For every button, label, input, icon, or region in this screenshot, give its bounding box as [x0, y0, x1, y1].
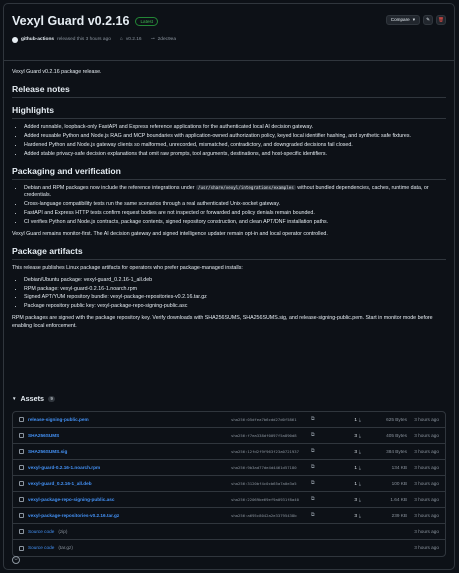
assets-toggle[interactable]: [12, 394, 446, 404]
download-icon: ⤓: [358, 512, 361, 518]
artifacts-list: [12, 277, 446, 312]
download-count: [331, 513, 361, 520]
download-count-value: 1: [354, 480, 357, 486]
asset-name[interactable]: SHA256SUMS: [28, 432, 60, 438]
source-name[interactable]: Source code: [28, 545, 55, 551]
tag-icon: ⌂: [119, 37, 123, 42]
download-icon: ⤓: [358, 416, 361, 422]
intro-text: Vexyl Guard v0.2.16 package release.: [12, 69, 102, 75]
asset-sha: sha256:3120bf4c0cb65a7a0e3a5: [231, 481, 297, 487]
list-item: [24, 185, 446, 200]
asset-link[interactable]: [19, 449, 231, 456]
list-item: • Signed APT/YUM repository bundle: vexyl-package-repositories-v0.2.16.tar.gz: [24, 294, 446, 302]
released-text: released this 3 hours ago: [57, 37, 111, 42]
list-item-text: without bundled dependencies, caches, runtime data, or credentials.: [24, 184, 429, 199]
asset-size: 134 KB: [391, 464, 407, 470]
download-count: [331, 465, 361, 472]
compare-label: Compare: [390, 16, 410, 22]
list-item: • Added stable privacy-safe decision explanations that omit raw prompts, tool arguments, destinations, and host-specific identifiers.: [24, 151, 446, 159]
copy-icon[interactable]: ⧉: [311, 416, 315, 423]
download-count-value: 3: [354, 448, 357, 454]
list-item: • FastAPI and Express HTTP tests confirm request bodies are not inspected or forwarded and policy denials remain bounded.: [24, 210, 446, 218]
copy-icon[interactable]: ⧉: [311, 432, 315, 439]
table-row: [13, 444, 445, 460]
download-icon: ⤓: [358, 464, 361, 470]
asset-time: 3 hours ago: [414, 496, 439, 502]
list-item: • RPM package: vexyl-guard-0.2.16-1.noarch.rpm: [24, 286, 446, 294]
package-icon: [19, 513, 24, 518]
download-count-value: 3: [354, 496, 357, 502]
packaging-list: [12, 185, 446, 227]
asset-sha: sha256:f7ea338df0097f5a890d8: [231, 433, 297, 439]
list-item: • Hardened Python and Node.js gateway clients so malformed, unrecorded, mismatched, contradictory, and downgraded decisions fail closed.: [24, 142, 446, 150]
table-row: [13, 428, 445, 444]
asset-link[interactable]: [19, 433, 231, 440]
heading-packaging: Packaging and verification: [12, 166, 446, 180]
commit-link[interactable]: 2dec9ea: [157, 37, 177, 42]
list-item: • Debian/Ubuntu package: vexyl-guard_0.2.16-1_all.deb: [24, 277, 446, 285]
table-row: [13, 524, 445, 540]
download-count: [331, 449, 361, 456]
asset-sha: sha256:22069be69ef9a0931f8a40: [231, 497, 299, 503]
copy-icon[interactable]: ⧉: [311, 464, 315, 471]
asset-time: 3 hours ago: [414, 448, 439, 454]
package-icon: [19, 497, 24, 502]
asset-time: 3 hours ago: [414, 528, 439, 534]
asset-size: 384 Bytes: [386, 448, 407, 454]
list-item: • Cross-language compatibility tests run the same scenarios through a real authenticated Unix-socket gateway.: [24, 201, 446, 209]
table-row: [13, 492, 445, 508]
asset-time: 3 hours ago: [414, 416, 439, 422]
download-icon: ⤓: [358, 496, 361, 502]
package-icon: [19, 481, 24, 486]
asset-link[interactable]: [19, 465, 231, 472]
table-row: [13, 412, 445, 428]
table-row: [13, 476, 445, 492]
assets-table: [12, 411, 446, 557]
package-icon: [19, 465, 24, 470]
asset-time: 3 hours ago: [414, 512, 439, 518]
assets-section: [12, 394, 446, 557]
source-link[interactable]: [19, 529, 231, 536]
asset-size: 405 Bytes: [386, 432, 407, 438]
commit-icon: ⊸: [150, 37, 155, 42]
table-row: [13, 540, 445, 556]
caret-down-icon: ▼: [12, 395, 17, 401]
table-row: [13, 460, 445, 476]
download-count: [331, 417, 361, 424]
chevron-down-icon: ▾: [412, 16, 415, 22]
assets-title: Assets: [20, 394, 45, 403]
file-zip-icon: [19, 529, 24, 534]
asset-size: 625 Bytes: [386, 416, 407, 422]
trash-icon: 🗑: [438, 16, 444, 22]
release-meta: [12, 37, 446, 44]
package-icon: [19, 433, 24, 438]
delete-button[interactable]: [436, 15, 446, 25]
asset-sha: sha256:a695c8042a2e33795438b: [231, 513, 297, 519]
author-link[interactable]: github-actions: [21, 37, 55, 42]
highlights-list: [12, 124, 446, 159]
heading-highlights: Highlights: [12, 105, 446, 119]
assets-count: 9: [48, 396, 55, 402]
asset-size: 239 KB: [391, 512, 407, 518]
release-body: [4, 61, 454, 330]
source-format: (tar.gz): [58, 545, 73, 551]
signing-note: RPM packages are signed with the package repository key. Verify downloads with SHA256SUMS, SHA256SUMS.sig, and release-signing-public.pem. Start in monitor mode before enabling local enforcement.: [12, 315, 433, 329]
download-count: [331, 481, 361, 488]
copy-icon[interactable]: ⧉: [311, 512, 315, 519]
inline-code: /usr/share/vexyl/integrations/examples: [197, 184, 294, 190]
release-title[interactable]: Vexyl Guard v0.2.16: [12, 14, 130, 28]
asset-name[interactable]: SHA256SUMS.sig: [28, 448, 68, 454]
copy-icon[interactable]: ⧉: [311, 480, 315, 487]
release-card: [3, 3, 455, 570]
download-count-value: 3: [354, 432, 357, 438]
monitor-note: Vexyl Guard remains monitor-first. The AI decision gateway and signed intelligence updater remain opt-in and local operator controlled.: [12, 231, 328, 238]
release-header: [4, 4, 454, 61]
asset-sha: sha256:12fd2f9f963f23a0721937: [231, 449, 299, 455]
list-item: • Added reusable Python and Node.js RAG and MCP boundaries with application-owned authorization policy, keyed local identifier hashing, and synthetic safe fixtures.: [24, 133, 446, 141]
download-count: [331, 497, 361, 504]
download-icon: ⤓: [358, 448, 361, 454]
tag-link[interactable]: v0.2.16: [125, 37, 142, 42]
asset-link[interactable]: [19, 497, 231, 504]
copy-icon[interactable]: ⧉: [311, 496, 315, 503]
asset-sha: sha256:05dfea7b6cdd27d0f5861: [231, 417, 297, 423]
asset-name[interactable]: vexyl-guard-0.2.16-1.noarch.rpm: [28, 464, 101, 470]
heading-artifacts: Package artifacts: [12, 246, 446, 260]
compare-button[interactable]: [386, 15, 420, 25]
asset-time: 3 hours ago: [414, 480, 439, 486]
download-count-value: 1: [354, 416, 357, 422]
pencil-icon: ✎: [426, 16, 430, 22]
package-icon: [19, 417, 24, 422]
asset-link[interactable]: [19, 513, 231, 520]
release-actions: [386, 15, 446, 25]
latest-badge: Latest: [135, 17, 158, 26]
asset-name[interactable]: vexyl-package-repo-signing-public.asc: [28, 496, 115, 502]
reaction-smiley-icon[interactable]: ☺: [13, 556, 19, 563]
source-format: (zip): [58, 528, 68, 534]
asset-link[interactable]: [19, 481, 231, 488]
asset-name[interactable]: release-signing-public.pem: [28, 416, 89, 422]
avatar[interactable]: [12, 37, 18, 43]
asset-time: 3 hours ago: [414, 432, 439, 438]
copy-icon[interactable]: ⧉: [311, 448, 315, 455]
source-link[interactable]: [19, 545, 231, 552]
asset-time: 3 hours ago: [414, 545, 439, 551]
file-zip-icon: [19, 546, 24, 551]
heading-release-notes: Release notes: [12, 84, 446, 98]
asset-size: 100 KB: [391, 480, 407, 486]
source-name[interactable]: Source code: [28, 528, 55, 534]
asset-time: 3 hours ago: [414, 464, 439, 470]
asset-link[interactable]: [19, 417, 231, 424]
artifacts-intro: This release publishes Linux package artifacts for operators who prefer package-managed installs:: [12, 264, 243, 271]
download-count-value: 1: [354, 464, 357, 470]
list-item: • CI verifies Python and Node.js contracts, package contents, signed repository construction, and clean APT/DNF installation paths.: [24, 219, 446, 227]
asset-name[interactable]: vexyl-package-repositories-v0.2.16.tar.gz: [28, 512, 120, 518]
download-icon: ⤓: [358, 480, 361, 486]
table-row: [13, 508, 445, 524]
download-count: [331, 433, 361, 440]
package-icon: [19, 449, 24, 454]
download-icon: ⤓: [358, 432, 361, 438]
list-item-text: Debian and RPM packages now include the reference integrations under: [24, 184, 195, 191]
asset-name[interactable]: vexyl-guard_0.2.16-1_all.deb: [28, 480, 92, 486]
asset-size: 1.64 KB: [390, 496, 407, 502]
edit-button[interactable]: [423, 15, 433, 25]
download-count-value: 3: [354, 512, 357, 518]
list-item: • Package repository public key: vexyl-package-repo-signing-public.asc: [24, 303, 446, 311]
asset-sha: sha256:9b3ad77de4d4461d57180: [231, 465, 297, 471]
list-item: • Added runnable, loopback-only FastAPI and Express reference applications for the authenticated local AI decision gateway.: [24, 124, 446, 132]
